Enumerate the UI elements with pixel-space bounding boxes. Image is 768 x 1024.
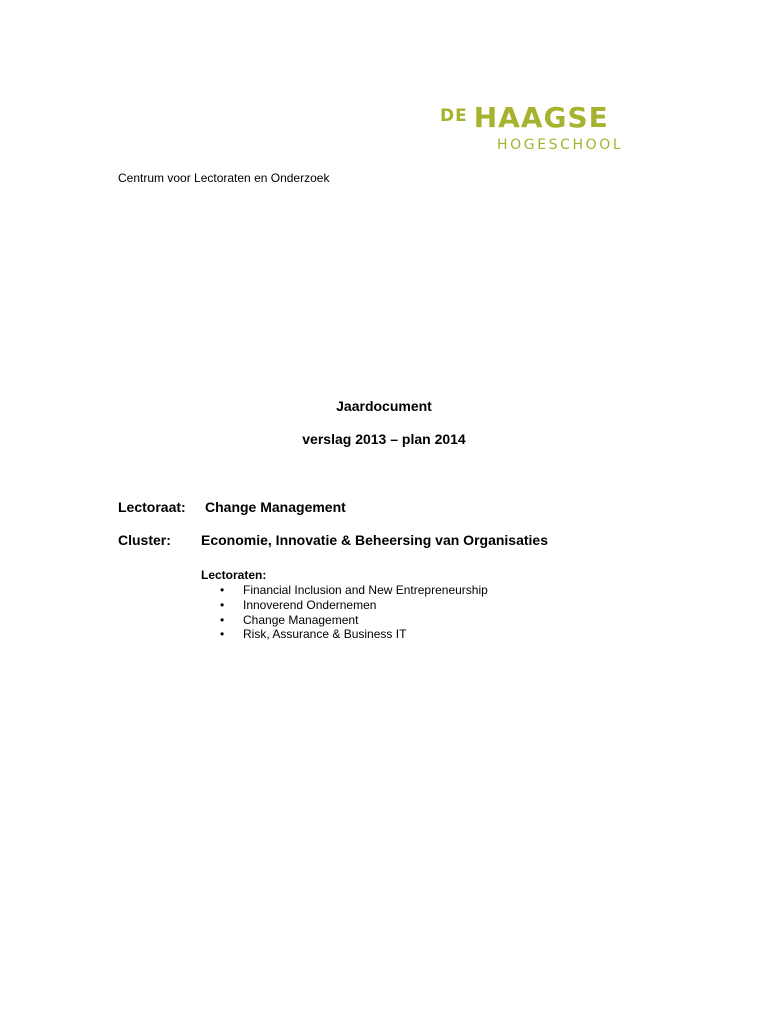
list-item bbox=[201, 627, 488, 642]
lectoraat-label: Lectoraat: bbox=[118, 499, 186, 515]
lectoraten-list bbox=[201, 583, 488, 642]
list-item-label: Risk, Assurance & Business IT bbox=[243, 627, 407, 642]
haagse-hogeschool-logo bbox=[440, 101, 640, 156]
lectoraten-heading: Lectoraten: bbox=[201, 568, 267, 582]
bullet-icon: • bbox=[220, 583, 225, 597]
bullet-icon: • bbox=[220, 627, 225, 642]
logo-wordmark bbox=[440, 101, 609, 134]
document-title: Jaardocument bbox=[336, 398, 432, 414]
document-subtitle: verslag 2013 – plan 2014 bbox=[302, 431, 466, 447]
list-item-label: Change Management bbox=[243, 612, 359, 627]
list-item bbox=[201, 598, 488, 613]
logo-name: HAAGSE bbox=[473, 101, 609, 134]
bullet-icon: • bbox=[220, 612, 225, 627]
cluster-value: Economie, Innovatie & Beheersing van Organisaties bbox=[201, 532, 548, 548]
logo-prefix: DE bbox=[440, 106, 468, 126]
list-item bbox=[201, 583, 488, 598]
cluster-label: Cluster: bbox=[118, 532, 171, 548]
bullet-icon: • bbox=[220, 597, 225, 612]
department-name: Centrum voor Lectoraten en Onderzoek bbox=[118, 171, 330, 185]
lectoraat-value: Change Management bbox=[205, 499, 346, 515]
list-item-label: Innoverend Ondernemen bbox=[243, 597, 377, 612]
logo-subname: HOGESCHOOL bbox=[497, 137, 624, 153]
list-item-label: Financial Inclusion and New Entrepreneurship bbox=[243, 583, 488, 597]
list-item bbox=[201, 613, 488, 628]
